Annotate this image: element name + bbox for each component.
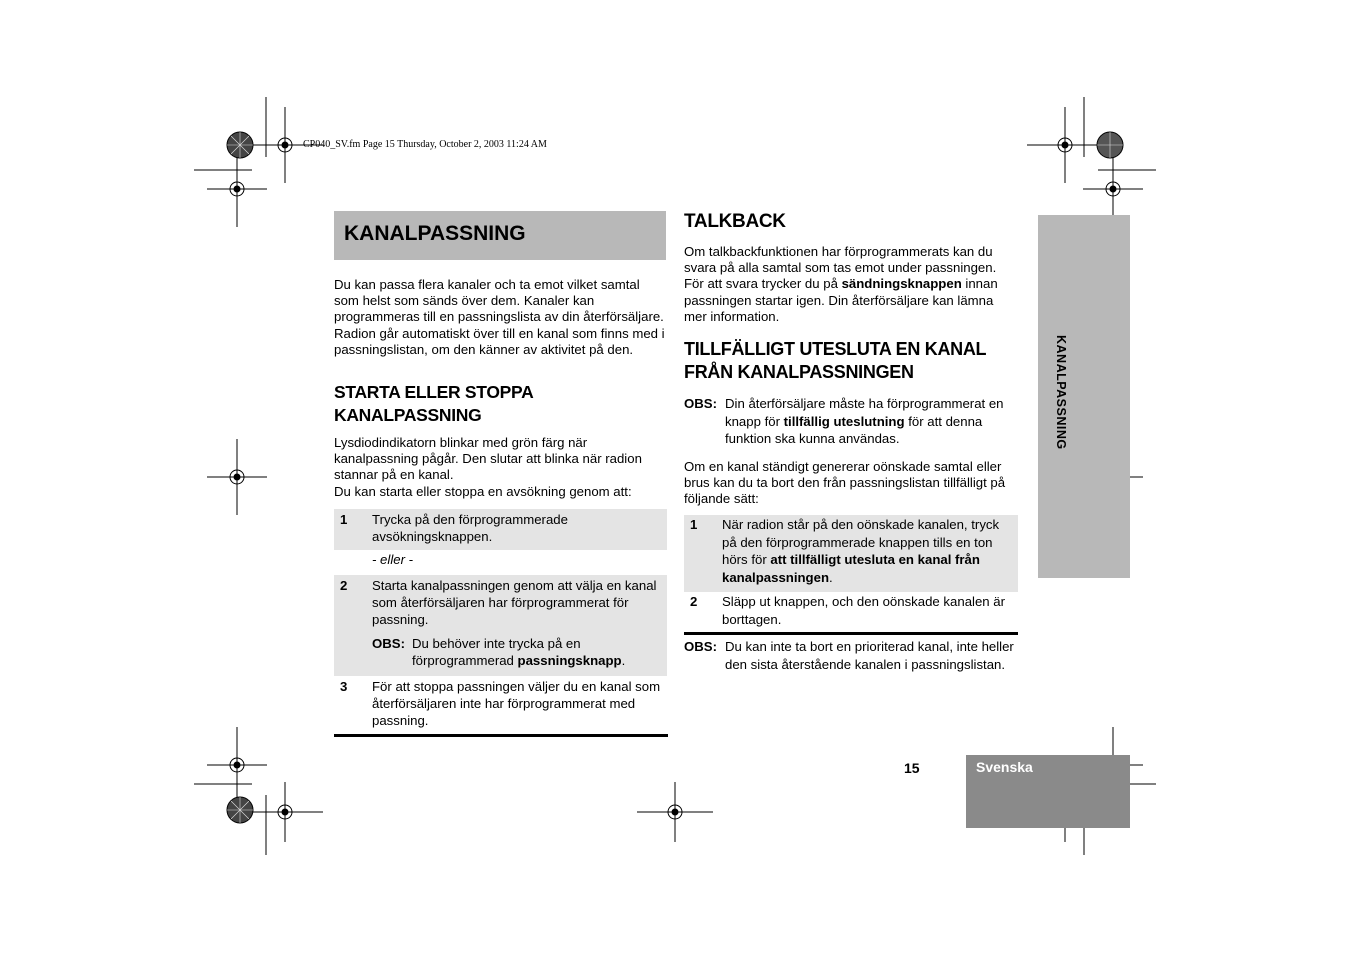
obs-text-part: Du behöver inte trycka på en förprogrammerad (412, 636, 581, 668)
how-to-paragraph: Du kan starta eller stoppa en avsökning genom att: (334, 484, 632, 499)
talkback-heading: TALKBACK (684, 211, 786, 232)
obs-text: Du kan inte ta bort en prioriterad kanal, inte heller den sista återstående kanalen i passningslistan. (725, 639, 1014, 672)
obs-text-end: för att denna funktion ska kunna användas. (725, 413, 983, 446)
chapter-side-tab (1038, 215, 1130, 578)
file-info-header: CP040_SV.fm Page 15 Thursday, October 2, 2003 11:24 AM (303, 139, 547, 150)
exclude-heading-line2: FRÅN KANALPASSNINGEN (684, 362, 914, 382)
step-number: 1 (690, 517, 698, 532)
obs-end: . (621, 653, 626, 668)
obs-bold: tillfällig uteslutning (783, 413, 905, 429)
talkback-paragraph (684, 244, 1018, 325)
section-title: KANALPASSNING (344, 222, 526, 245)
step-text: För att stoppa passningen väljer du en kanal som återförsäljaren inte har förprogrammerat med passning. (372, 679, 661, 728)
step-3 (334, 677, 667, 733)
start-stop-heading-line2: KANALPASSNING (334, 405, 482, 425)
obs-label: OBS: (684, 639, 717, 654)
obs-text (725, 395, 1017, 448)
intro-paragraph: Du kan passa flera kanaler och ta emot vilket samtal som helst som sänds över dem. Kanaler kan programmeras till en passningslista av din återförsäljare. Radion går automatiskt över till en kanal som finns med i passningslistan, om den känner av aktivitet på den. (334, 277, 665, 357)
exclude-paragraph: Om en kanal ständigt genererar oönskade samtal eller brus kan du ta bort den från passningslistan tillfälligt på följande sätt: (684, 459, 1006, 507)
obs-text-part: Din återförsäljare måste ha förprogrammerat en knapp för (725, 396, 1004, 429)
talkback-text: Om talkbackfunktionen har förprogrammerats kan du svara på alla samtal som tas emot under passningen. För att svara trycker du på (684, 244, 997, 292)
right-rule (684, 632, 1018, 635)
or-separator: - eller - (372, 552, 414, 567)
step-2 (334, 575, 667, 676)
obs-bold: passningsknapp (517, 653, 622, 668)
step-number: 3 (340, 679, 348, 694)
step-text (722, 516, 1012, 586)
obs-text (412, 635, 663, 669)
step-1 (334, 509, 667, 550)
start-stop-heading-line1: STARTA ELLER STOPPA (334, 382, 534, 402)
step-number: 2 (340, 578, 348, 593)
language-label: Svenska (976, 759, 1033, 775)
exclude-heading (684, 338, 1024, 384)
section-title-box (334, 211, 666, 260)
talkback-bold: sändningsknappen (841, 276, 962, 292)
exclude-heading-line1: TILLFÄLLIGT UTESLUTA EN KANAL (684, 339, 987, 359)
chapter-side-tab-label: KANALPASSNING (1054, 335, 1068, 450)
step-number: 2 (690, 594, 698, 609)
step-text: Släpp ut knappen, och den oönskade kanalen är borttagen. (722, 594, 1006, 627)
language-tab (966, 755, 1130, 828)
talkback-text-end: innan passningen startar igen. Din återförsäljare kan lämna mer information. (684, 276, 998, 324)
step-text-part: När radion står på den oönskade kanalen, tryck på den förprogrammerade knappen tills en ton hörs för (722, 517, 1000, 567)
step-bold: att tillfälligt utesluta en kanal från kanalpassningen (722, 552, 980, 585)
step-number: 1 (340, 512, 348, 527)
page-number: 15 (904, 760, 920, 776)
step-text: Trycka på den förprogrammerade avsökningsknappen. (372, 512, 568, 544)
exclude-step-2 (684, 593, 1018, 631)
obs-label: OBS: (684, 396, 717, 411)
obs-label: OBS: (372, 636, 405, 651)
led-paragraph: Lysdiodindikatorn blinkar med grön färg när kanalpassning pågår. Den slutar att blinka när radion stannar på en kanal. (334, 435, 642, 483)
step-end: . (829, 569, 833, 585)
exclude-step-1 (684, 515, 1018, 592)
step-text: Starta kanalpassningen genom att välja en kanal som återförsäljaren har förprogrammerat för passning. (372, 578, 657, 627)
start-stop-heading (334, 381, 666, 427)
left-end-rule (334, 734, 668, 737)
